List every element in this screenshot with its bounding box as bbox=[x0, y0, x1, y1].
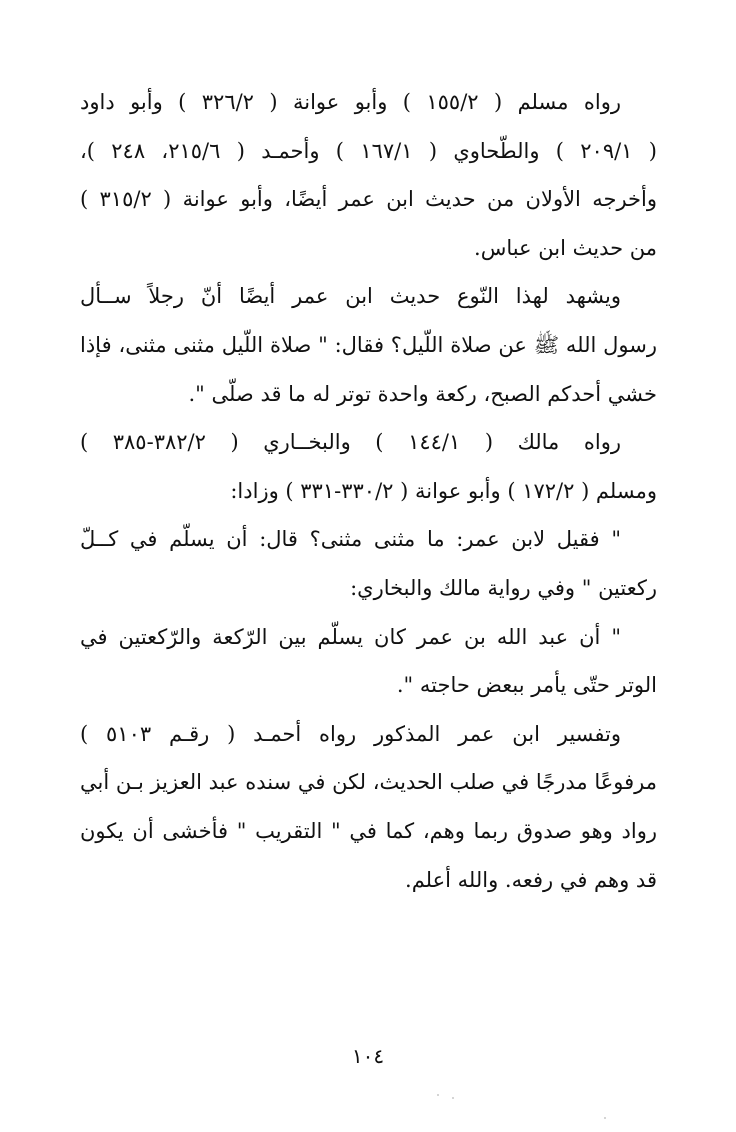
text-line: " أن عبد الله بن عمر كان يسلّم بين الرّكعة والرّكعتين في bbox=[80, 624, 621, 649]
text-line: رواه مسلم ( ١٥٥/٢ ) وأبو عوانة ( ٣٢٦/٢ ) وأبو داود bbox=[80, 90, 622, 114]
body-text bbox=[80, 78, 657, 904]
text-line: رواه مالك ( ١٤٤/١ ) والبخــاري ( ٣٨٢/٢-٣٨٥ ) bbox=[80, 430, 621, 455]
text-line: " فقيل لابن عمر: ما مثنى مثنى؟ قال: أن يسلّم في كــلّ bbox=[80, 527, 621, 552]
scan-speck bbox=[437, 1094, 439, 1096]
text-line: وأخرجه الأولان من حديث ابن عمر أيضًا، وأبو عوانة ( ٣١٥/٢ ) bbox=[80, 187, 657, 212]
text-line: ركعتين " وفي رواية مالك والبخاري: bbox=[350, 575, 657, 600]
text-line: ( ٢٠٩/١ ) والطّحاوي ( ١٦٧/١ ) وأحمـد ( ٢١٥/٦، ٢٤٨ )، bbox=[80, 138, 657, 163]
text-line: من حديث ابن عباس. bbox=[474, 235, 657, 260]
text-line: مرفوعًا مدرجًا في صلب الحديث، لكن في سنده عبد العزيز بـن أبي bbox=[80, 770, 657, 795]
text-line: قد وهم في رفعه. والله أعلم. bbox=[405, 867, 657, 892]
page-number: ١٠٤ bbox=[351, 1044, 385, 1068]
text-line: ومسلم ( ١٧٢/٢ ) وأبو عوانة ( ٣٣٠/٢-٣٣١ ) وزادا: bbox=[230, 478, 657, 503]
text-line: الوتر حتّى يأمر ببعض حاجته ". bbox=[396, 673, 657, 698]
text-line: وتفسير ابن عمر المذكور رواه أحمـد ( رقـم ٥١٠٣ ) bbox=[80, 721, 621, 746]
text-line: رسول الله ﷺ عن صلاة اللّيل؟ فقال: " صلاة اللّيل مثنى مثنى، فإذا bbox=[80, 332, 657, 357]
scan-speck bbox=[452, 1097, 454, 1099]
text-line: خشي أحدكم الصبح، ركعة واحدة توتر له ما قد صلّى ". bbox=[188, 381, 657, 406]
text-line: ويشهد لهذا النّوع حديث ابن عمر أيضًا أنّ رجلاً ســأل bbox=[80, 284, 622, 309]
scan-speck bbox=[604, 1117, 606, 1119]
text-line: رواد وهو صدوق ربما وهم، كما في " التقريب " فأخشى أن يكون bbox=[80, 818, 657, 843]
